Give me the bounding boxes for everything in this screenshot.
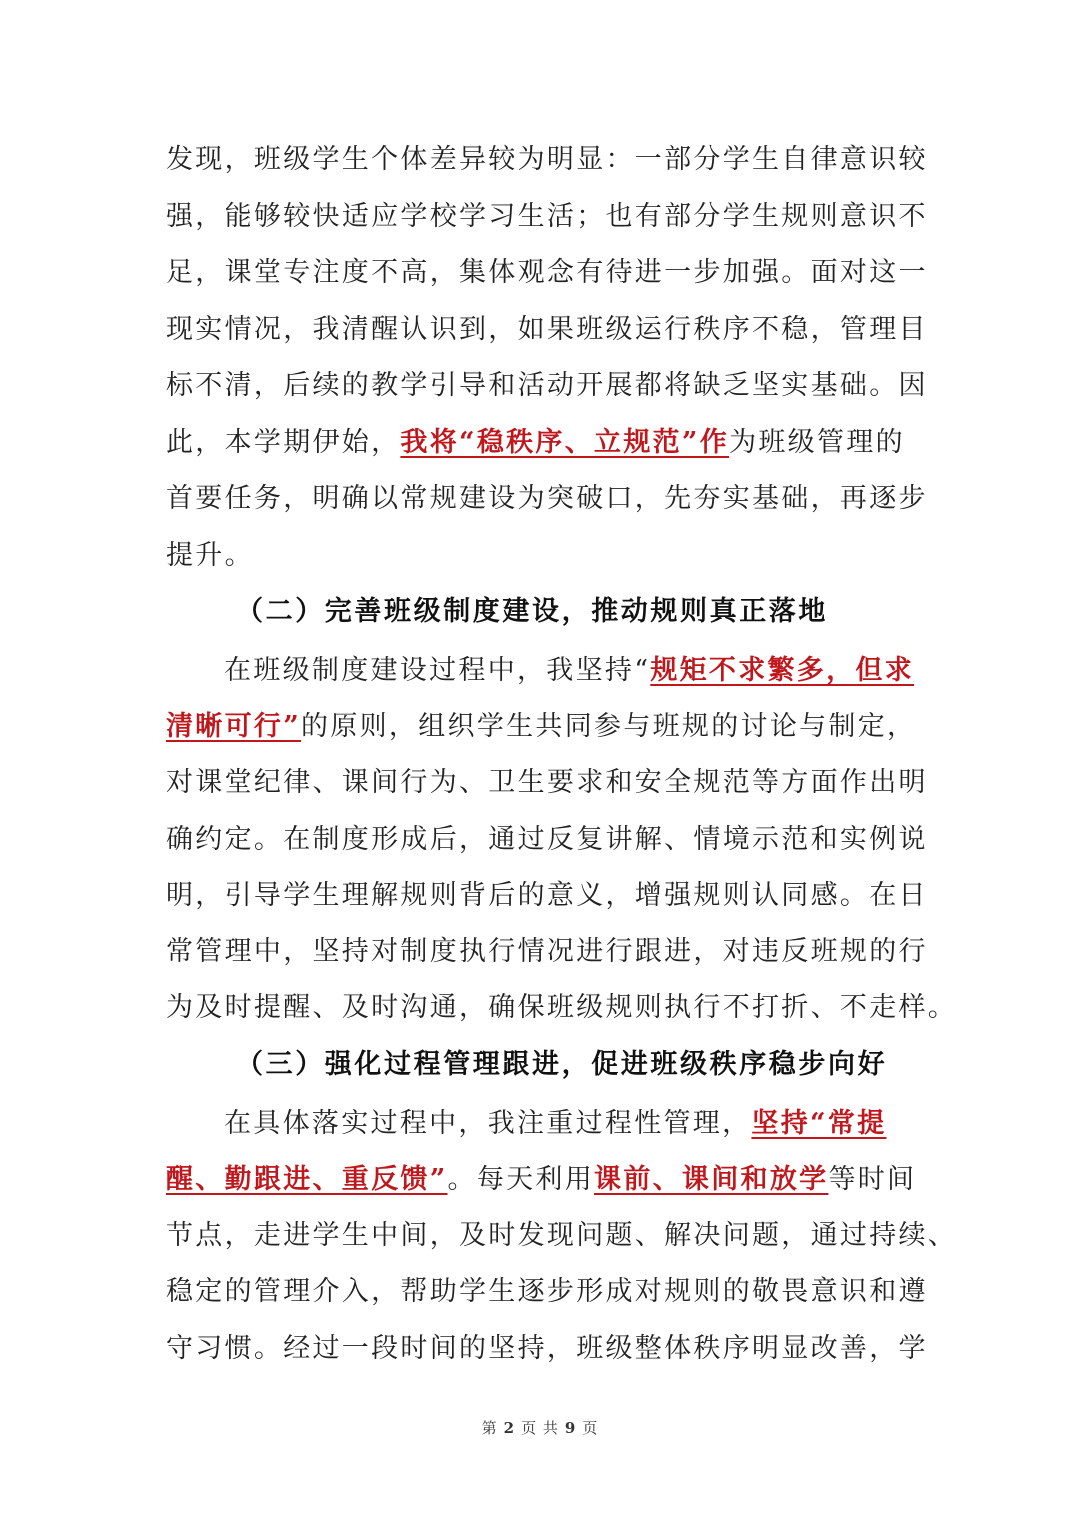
paragraph-2-line-3: 对课堂纪律、课间行为、卫生要求和安全规范等方面作出明: [166, 767, 928, 798]
total-page-number: 9: [564, 1419, 577, 1437]
highlight-remind-follow-feedback: 醒、勤跟进、重反馈”: [166, 1164, 448, 1195]
section-heading-3: （三）强化过程管理跟进，促进班级秩序稳步向好: [236, 1049, 888, 1080]
paragraph-1-line-2: 强，能够较快适应学校学习生活；也有部分学生规则意识不: [166, 201, 928, 232]
page-footer: [0, 1417, 1080, 1438]
paragraph-3-line-1: [224, 1104, 918, 1144]
paragraph-1-line-3: 足，课堂专注度不高，集体观念有待进一步加强。面对这一: [166, 257, 928, 288]
paragraph-1-line-1: 发现，班级学生个体差异较为明显：一部分学生自律意识较: [166, 144, 928, 175]
highlight-rules-principle: 规矩不求繁多，但求: [650, 655, 915, 686]
paragraph-3-line-1-start: 在具体落实过程中，我注重过程性管理，: [224, 1108, 752, 1139]
paragraph-3-line-5: 守习惯。经过一段时间的坚持，班级整体秩序明显改善，学: [166, 1333, 928, 1364]
highlight-stabilize-order: 我将“稳秩序、立规范”作: [400, 427, 730, 458]
paragraph-3-line-4: 稳定的管理介入，帮助学生逐步形成对规则的敬畏意识和遵: [166, 1276, 928, 1307]
paragraph-1-line-6-end: 为班级管理的: [729, 427, 905, 458]
paragraph-3-line-2-mid: 。每天利用: [447, 1164, 595, 1195]
paragraph-2-line-2: [166, 707, 918, 747]
paragraph-3-line-2: [166, 1160, 918, 1200]
paragraph-1-line-5: 标不清，后续的教学引导和活动开展都将缺乏坚实基础。因: [166, 370, 928, 401]
paragraph-1-line-6-start: 此，本学期伊始，: [166, 427, 401, 458]
section-heading-2: （二）完善班级制度建设，推动规则真正落地: [236, 596, 828, 627]
paragraph-2-line-6: 常管理中，坚持对制度执行情况进行跟进，对违反班规的行: [166, 936, 928, 967]
highlight-time-nodes: 课前、课间和放学: [594, 1164, 829, 1195]
footer-middle: 页 共: [521, 1419, 559, 1437]
paragraph-1-line-7: 首要任务，明确以常规建设为突破口，先夯实基础，再逐步: [166, 483, 928, 514]
current-page-number: 2: [503, 1419, 516, 1437]
paragraph-2-line-4: 确约定。在制度形成后，通过反复讲解、情境示范和实例说: [166, 824, 928, 855]
paragraph-1-line-8: 提升。: [166, 540, 254, 571]
paragraph-2-line-1: [224, 651, 918, 691]
footer-suffix: 页: [582, 1419, 599, 1437]
highlight-rules-principle-cont: 清晰可行”: [166, 711, 302, 742]
paragraph-1-line-4: 现实情况，我清醒认识到，如果班级运行秩序不稳，管理目: [166, 314, 928, 345]
paragraph-2-line-7: 为及时提醒、及时沟通，确保班级规则执行不打折、不走样。: [166, 992, 958, 1023]
paragraph-3-line-3: 节点，走进学生中间，及时发现问题、解决问题，通过持续、: [166, 1220, 958, 1251]
paragraph-2-line-2-end: 的原则，组织学生共同参与班规的讨论与制定，: [301, 711, 917, 742]
paragraph-2-line-5: 明，引导学生理解规则背后的意义，增强规则认同感。在日: [166, 880, 928, 911]
highlight-insist: 坚持“常提: [751, 1108, 887, 1139]
paragraph-2-line-1-start: 在班级制度建设过程中，我坚持“: [224, 655, 651, 686]
paragraph-1-line-6: [166, 423, 918, 463]
footer-prefix: 第: [481, 1419, 498, 1437]
paragraph-3-line-2-end: 等时间: [828, 1164, 917, 1195]
